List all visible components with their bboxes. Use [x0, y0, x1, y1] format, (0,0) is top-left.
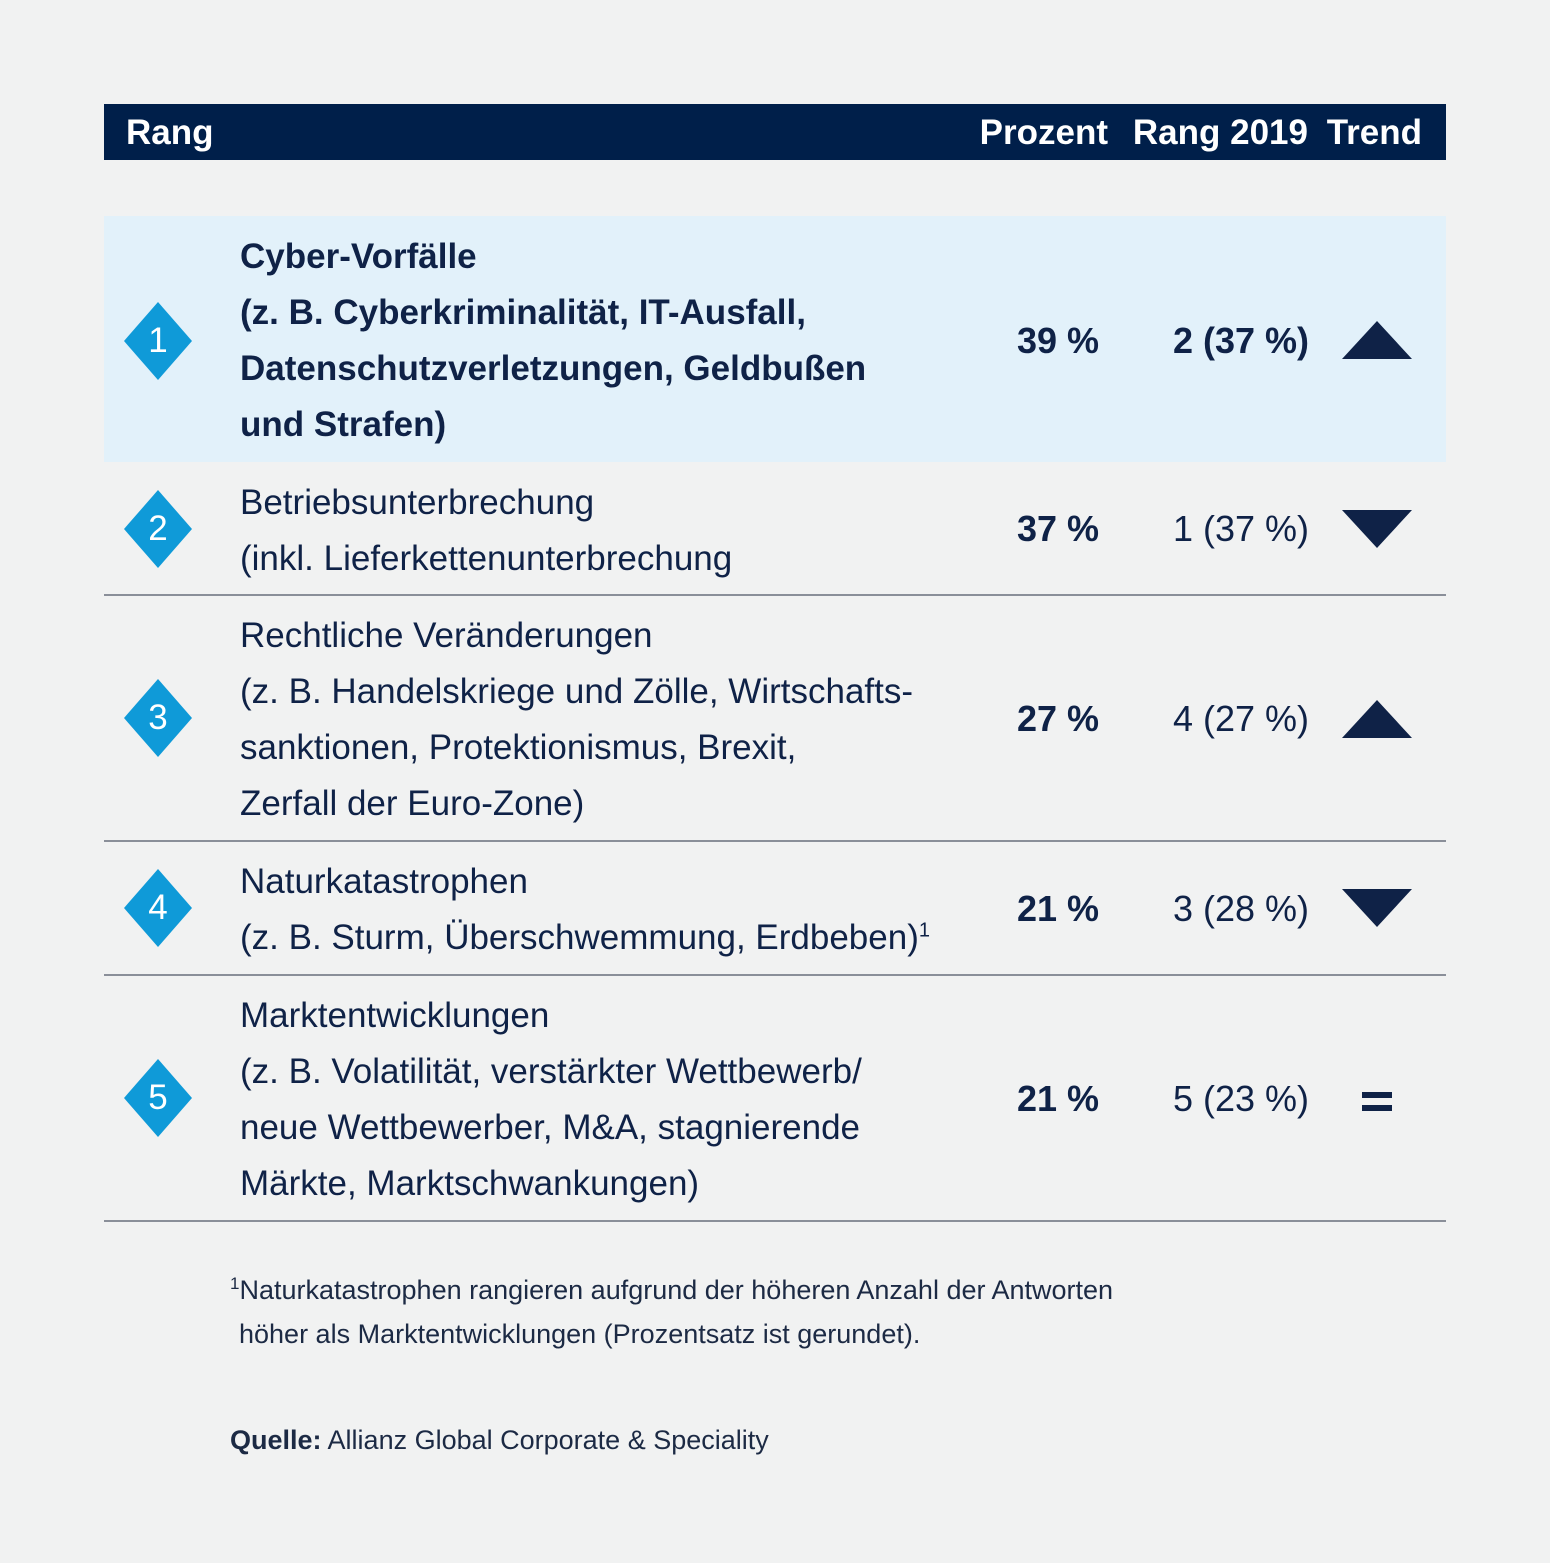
percent-value: 39 % — [1016, 320, 1099, 361]
header-trend: Trend — [1326, 113, 1422, 152]
rank-number: 5 — [148, 1078, 168, 1117]
risk-detail-line: Datenschutzverletzungen, Geldbußen — [240, 349, 867, 388]
rank-2019-value: 5 (23 %) — [1172, 1078, 1309, 1119]
risk-title: Naturkatastrophen — [240, 862, 528, 901]
rank-diamond-icon — [124, 490, 192, 568]
equal-icon — [1362, 1092, 1392, 1117]
footnote-mark: 1 — [230, 1274, 240, 1293]
risk-detail-line: Märkte, Marktschwankungen) — [240, 1164, 700, 1203]
down-triangle-icon — [1342, 510, 1412, 553]
rank-number: 2 — [148, 509, 168, 548]
rank-diamond-icon — [124, 302, 192, 380]
rank-diamond-icon — [124, 869, 192, 947]
risk-detail-line: (inkl. Lieferkettenunterbrechung — [240, 539, 733, 578]
rank-number: 4 — [148, 888, 168, 927]
risk-description — [240, 475, 960, 587]
risk-title: Betriebsunterbrechung — [240, 483, 595, 522]
table-row — [104, 976, 1446, 1222]
rank-number: 1 — [148, 321, 168, 360]
table-row — [104, 596, 1446, 842]
rank-diamond-icon — [124, 1059, 192, 1137]
table-row — [104, 216, 1446, 462]
risk-title: Marktentwicklungen — [240, 996, 550, 1035]
footnote-line: höher als Marktentwicklungen (Prozentsatz ist gerundet). — [239, 1319, 921, 1349]
table-row — [104, 462, 1446, 596]
risk-detail-line: neue Wettbewerber, M&A, stagnierende — [240, 1108, 861, 1147]
header-prozent: Prozent — [979, 113, 1108, 152]
up-triangle-icon — [1342, 700, 1412, 743]
risk-detail-line: (z. B. Cyberkriminalität, IT-Ausfall, — [240, 293, 806, 332]
table-row — [104, 842, 1446, 976]
risk-detail-line: Zerfall der Euro-Zone) — [240, 784, 585, 823]
source-line — [230, 1425, 769, 1456]
footnote-mark: 1 — [918, 919, 930, 942]
rank-2019-value: 4 (27 %) — [1172, 698, 1309, 739]
risk-detail-line: (z. B. Volatilität, verstärkter Wettbewerb/ — [240, 1052, 862, 1091]
source-text: Allianz Global Corporate & Speciality — [321, 1425, 769, 1455]
risk-description — [240, 229, 960, 453]
header-rang: Rang — [126, 113, 214, 152]
risk-description — [240, 988, 960, 1212]
rank-2019-value: 3 (28 %) — [1172, 888, 1309, 929]
risk-detail-line: sanktionen, Protektionismus, Brexit, — [240, 728, 797, 767]
risk-title: Rechtliche Veränderungen — [240, 616, 653, 655]
header-rang-2019: Rang 2019 — [1132, 113, 1308, 152]
table-header — [104, 104, 1446, 160]
rank-2019-value: 2 (37 %) — [1172, 320, 1309, 361]
rank-diamond-icon — [124, 679, 192, 757]
footnote — [230, 1268, 1113, 1356]
percent-value: 21 % — [1016, 1078, 1099, 1119]
risk-detail-line: und Strafen) — [240, 405, 447, 444]
source-label: Quelle: — [230, 1425, 322, 1455]
risk-description — [240, 608, 960, 832]
down-triangle-icon — [1342, 889, 1412, 932]
percent-value: 21 % — [1016, 888, 1099, 929]
risk-detail-line: (z. B. Sturm, Überschwemmung, Erdbeben) — [240, 918, 919, 957]
up-triangle-icon — [1342, 321, 1412, 364]
footnote-line: Naturkatastrophen rangieren aufgrund der höheren Anzahl der Antworten — [239, 1275, 1114, 1305]
risk-description — [240, 854, 960, 966]
rank-number: 3 — [148, 698, 168, 737]
percent-value: 27 % — [1016, 698, 1099, 739]
percent-value: 37 % — [1016, 508, 1099, 549]
rank-2019-value: 1 (37 %) — [1172, 508, 1309, 549]
risk-title: Cyber-Vorfälle — [240, 237, 477, 276]
risk-detail-line: (z. B. Handelskriege und Zölle, Wirtschafts- — [240, 672, 914, 711]
